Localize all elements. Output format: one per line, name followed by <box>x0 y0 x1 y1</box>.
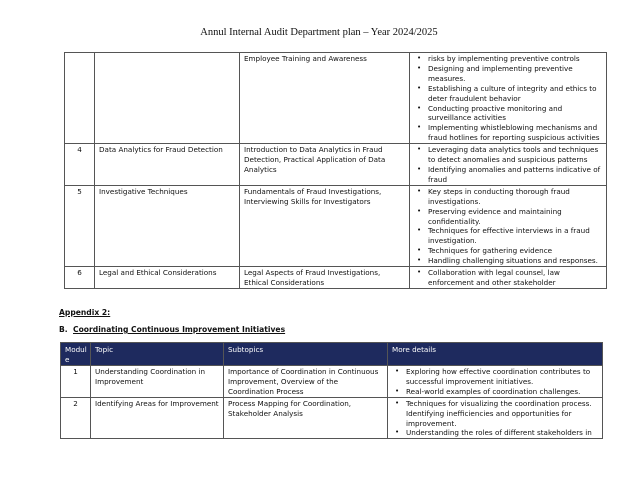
module-number: 6 <box>65 267 95 289</box>
module-number: 5 <box>65 185 95 266</box>
list-item: • Collaboration with legal counsel, law enforcement and other stakeholder <box>414 268 602 288</box>
list-item: • Leveraging data analytics tools and techniques to detect anomalies and suspicious patterns <box>414 145 602 165</box>
section-letter: B. <box>59 325 68 334</box>
table-row <box>61 366 603 398</box>
module-number: 4 <box>65 144 95 186</box>
section-title-text: Coordinating Continuous Improvement Initiatives <box>73 325 286 334</box>
list-item: • Exploring how effective coordination contributes to successful improvement initiatives. <box>392 367 598 387</box>
list-item: • Techniques for visualizing the coordination process. Identifying inefficiencies and opportunities for improvement. <box>392 399 598 429</box>
details-cell <box>410 144 607 186</box>
subtopics-cell: Introduction to Data Analytics in Fraud Detection, Practical Application of Data Analytics <box>240 144 410 186</box>
table-row <box>61 397 603 439</box>
list-item: • Preserving evidence and maintaining confidentiality. <box>414 207 602 227</box>
details-cell <box>410 53 607 144</box>
section-title <box>59 325 285 334</box>
list-item: • Real-world examples of coordination challenges. <box>392 387 598 397</box>
module-number: 2 <box>61 397 91 439</box>
page-header: Annul Internal Audit Department plan – Year 2024/2025 <box>200 27 438 38</box>
table-row <box>65 53 607 144</box>
list-item: • Implementing whistleblowing mechanisms and fraud hotlines for reporting suspicious activities <box>414 123 602 143</box>
topic-cell: Legal and Ethical Considerations <box>95 267 240 289</box>
list-item: • Handling challenging situations and responses. <box>414 256 602 266</box>
subtopics-cell: Process Mapping for Coordination, Stakeholder Analysis <box>224 397 388 439</box>
table-row <box>65 144 607 186</box>
topic-cell: Investigative Techniques <box>95 185 240 266</box>
table-row <box>65 267 607 289</box>
details-cell <box>410 185 607 266</box>
list-item: • Designing and implementing preventive measures. <box>414 64 602 84</box>
list-item: • Key steps in conducting thorough fraud investigations. <box>414 187 602 207</box>
module-number <box>65 53 95 144</box>
list-item: • Conducting proactive monitoring and surveillance activities <box>414 104 602 124</box>
list-item: • Identifying anomalies and patterns indicative of fraud <box>414 165 602 185</box>
table-header-row <box>61 343 603 366</box>
details-cell <box>410 267 607 289</box>
topic-cell <box>95 53 240 144</box>
topic-cell: Data Analytics for Fraud Detection <box>95 144 240 186</box>
topic-cell: Understanding Coordination in Improvement <box>91 366 224 398</box>
table-row <box>65 185 607 266</box>
list-item: • Techniques for gathering evidence <box>414 246 602 256</box>
details-cell <box>388 397 603 439</box>
training-plan-table <box>64 52 607 289</box>
column-header-details: More details <box>388 343 603 366</box>
details-cell <box>388 366 603 398</box>
list-item: • Techniques for effective interviews in a fraud investigation. <box>414 226 602 246</box>
list-item: • Establishing a culture of integrity and ethics to deter fraudulent behavior <box>414 84 602 104</box>
module-number: 1 <box>61 366 91 398</box>
subtopics-cell: Legal Aspects of Fraud Investigations, Ethical Considerations <box>240 267 410 289</box>
subtopics-cell: Fundamentals of Fraud Investigations, Interviewing Skills for Investigators <box>240 185 410 266</box>
list-item: • risks by implementing preventive controls <box>414 54 602 64</box>
list-item: • Understanding the roles of different stakeholders in <box>392 428 598 438</box>
appendix-title: Appendix 2: <box>59 308 111 317</box>
column-header-subtopics: Subtopics <box>224 343 388 366</box>
column-header-topic: Topic <box>91 343 224 366</box>
column-header-module: Modul e <box>61 343 91 366</box>
coordination-table <box>60 342 603 439</box>
subtopics-cell: Employee Training and Awareness <box>240 53 410 144</box>
topic-cell: Identifying Areas for Improvement <box>91 397 224 439</box>
subtopics-cell: Importance of Coordination in Continuous Improvement, Overview of the Coordination Process <box>224 366 388 398</box>
